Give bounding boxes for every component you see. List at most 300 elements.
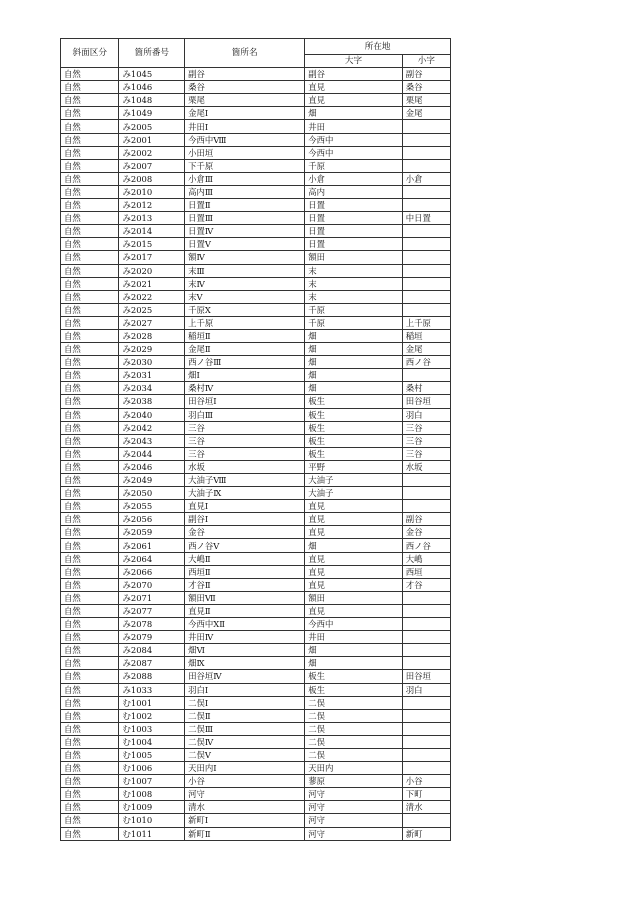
cell-slope-type: 自然 [61,565,119,578]
cell-oaza: 直見 [305,552,402,565]
cell-koaza: 金尾 [402,343,450,356]
cell-site-name: 直見Ⅱ [185,604,305,617]
cell-koaza: 新町 [402,827,450,840]
cell-site-name: 上千原 [185,316,305,329]
cell-site-no: み2050 [119,487,185,500]
cell-slope-type: 自然 [61,748,119,761]
cell-site-name: 稲垣Ⅱ [185,329,305,342]
cell-slope-type: 自然 [61,657,119,670]
table-row [61,801,451,814]
cell-site-name: 下千原 [185,159,305,172]
cell-slope-type: 自然 [61,146,119,159]
cell-site-name: 日置Ⅱ [185,199,305,212]
cell-site-no: み1045 [119,68,185,81]
cell-oaza: 畑 [305,539,402,552]
cell-koaza: 三谷 [402,447,450,460]
cell-koaza [402,696,450,709]
cell-oaza: 二俣 [305,722,402,735]
cell-site-name: 二俣Ⅱ [185,709,305,722]
cell-koaza: 桑村 [402,382,450,395]
cell-slope-type: 自然 [61,696,119,709]
cell-site-no: み2031 [119,369,185,382]
table-row [61,696,451,709]
cell-koaza [402,814,450,827]
cell-site-name: 金尾Ⅱ [185,343,305,356]
cell-site-no: み2001 [119,133,185,146]
table-row [61,212,451,225]
table-row [61,657,451,670]
cell-oaza: 畑 [305,343,402,356]
cell-site-name: 三谷 [185,434,305,447]
cell-site-no: む1003 [119,722,185,735]
cell-site-name: 二俣Ⅰ [185,696,305,709]
cell-slope-type: 自然 [61,277,119,290]
table-row [61,277,451,290]
cell-slope-type: 自然 [61,159,119,172]
slope-site-table [60,38,451,841]
table-row [61,500,451,513]
cell-oaza: 板生 [305,670,402,683]
cell-site-no: み2005 [119,120,185,133]
cell-site-no: み2071 [119,591,185,604]
cell-site-no: む1010 [119,814,185,827]
cell-site-name: 田谷垣Ⅳ [185,670,305,683]
cell-oaza: 副谷 [305,68,402,81]
cell-slope-type: 自然 [61,513,119,526]
cell-site-name: 小谷 [185,775,305,788]
cell-oaza: 河守 [305,814,402,827]
cell-slope-type: 自然 [61,408,119,421]
cell-site-no: む1008 [119,788,185,801]
cell-oaza: 額田 [305,591,402,604]
cell-slope-type: 自然 [61,474,119,487]
cell-koaza: 副谷 [402,68,450,81]
cell-slope-type: 自然 [61,434,119,447]
cell-site-no: み2066 [119,565,185,578]
cell-oaza: 板生 [305,434,402,447]
cell-koaza [402,657,450,670]
cell-oaza: 直見 [305,604,402,617]
cell-oaza: 畑 [305,369,402,382]
table-row [61,735,451,748]
table-row [61,526,451,539]
cell-site-no: み1033 [119,683,185,696]
cell-site-name: 清水 [185,801,305,814]
cell-site-no: み2078 [119,618,185,631]
cell-koaza: 西垣 [402,565,450,578]
cell-slope-type: 自然 [61,735,119,748]
table-row [61,631,451,644]
table-row [61,748,451,761]
cell-oaza: 高内 [305,185,402,198]
table-row [61,264,451,277]
table-row [61,644,451,657]
table-row [61,369,451,382]
cell-slope-type: 自然 [61,644,119,657]
cell-slope-type: 自然 [61,618,119,631]
cell-slope-type: 自然 [61,303,119,316]
cell-oaza: 畑 [305,382,402,395]
table-row [61,107,451,120]
cell-koaza: 清水 [402,801,450,814]
table-row [61,460,451,473]
cell-slope-type: 自然 [61,120,119,133]
cell-slope-type: 自然 [61,316,119,329]
cell-site-name: 桑村Ⅳ [185,382,305,395]
cell-koaza [402,199,450,212]
cell-slope-type: 自然 [61,788,119,801]
cell-oaza: 直見 [305,94,402,107]
cell-koaza [402,762,450,775]
cell-koaza: 副谷 [402,513,450,526]
cell-oaza: 今西中 [305,618,402,631]
cell-oaza: 直見 [305,578,402,591]
cell-slope-type: 自然 [61,343,119,356]
cell-site-no: む1006 [119,762,185,775]
cell-site-no: み2021 [119,277,185,290]
cell-oaza: 井田 [305,120,402,133]
cell-koaza [402,500,450,513]
cell-site-no: み2012 [119,199,185,212]
header-oaza: 大字 [305,55,402,68]
cell-site-name: 新町Ⅰ [185,814,305,827]
cell-site-no: み2022 [119,290,185,303]
cell-oaza: 畑 [305,107,402,120]
cell-site-no: み2017 [119,251,185,264]
table-row [61,591,451,604]
cell-site-name: 金谷 [185,526,305,539]
cell-koaza: 田谷垣 [402,670,450,683]
table-row [61,94,451,107]
cell-site-name: 小田垣 [185,146,305,159]
cell-oaza: 二俣 [305,709,402,722]
cell-site-name: 二俣Ⅳ [185,735,305,748]
cell-site-no: み2014 [119,225,185,238]
cell-slope-type: 自然 [61,251,119,264]
cell-site-no: む1001 [119,696,185,709]
table-row [61,552,451,565]
cell-slope-type: 自然 [61,329,119,342]
cell-site-no: み2013 [119,212,185,225]
cell-site-name: 二俣Ⅴ [185,748,305,761]
cell-site-no: み1049 [119,107,185,120]
cell-koaza [402,735,450,748]
table-row [61,395,451,408]
cell-koaza [402,146,450,159]
cell-site-name: 日置Ⅲ [185,212,305,225]
cell-slope-type: 自然 [61,94,119,107]
table-row [61,251,451,264]
cell-slope-type: 自然 [61,578,119,591]
cell-site-no: み2020 [119,264,185,277]
header-site-name: 箇所名 [185,39,305,68]
cell-slope-type: 自然 [61,81,119,94]
cell-koaza: 西ノ谷 [402,356,450,369]
cell-slope-type: 自然 [61,539,119,552]
cell-oaza: 二俣 [305,735,402,748]
cell-slope-type: 自然 [61,356,119,369]
cell-koaza [402,290,450,303]
cell-site-no: み2088 [119,670,185,683]
cell-slope-type: 自然 [61,382,119,395]
cell-site-name: 末Ⅴ [185,290,305,303]
cell-koaza: 水坂 [402,460,450,473]
cell-oaza: 千原 [305,159,402,172]
cell-oaza: 河守 [305,788,402,801]
table-row [61,474,451,487]
cell-site-name: 井田Ⅳ [185,631,305,644]
cell-oaza: 二俣 [305,696,402,709]
cell-site-name: 三谷 [185,447,305,460]
cell-slope-type: 自然 [61,133,119,146]
cell-koaza [402,591,450,604]
cell-oaza: 今西中 [305,146,402,159]
cell-site-name: 羽白Ⅲ [185,408,305,421]
cell-koaza: 金尾 [402,107,450,120]
cell-oaza: 末 [305,290,402,303]
cell-oaza: 板生 [305,683,402,696]
cell-site-name: 栗尾 [185,94,305,107]
cell-oaza: 今西中 [305,133,402,146]
cell-slope-type: 自然 [61,683,119,696]
table-row [61,133,451,146]
cell-oaza: 大油子 [305,487,402,500]
cell-slope-type: 自然 [61,487,119,500]
cell-koaza [402,159,450,172]
cell-site-no: み2008 [119,172,185,185]
cell-koaza [402,238,450,251]
table-header [61,39,451,68]
cell-slope-type: 自然 [61,68,119,81]
cell-site-no: む1011 [119,827,185,840]
cell-site-no: み2038 [119,395,185,408]
cell-site-no: む1007 [119,775,185,788]
cell-oaza: 千原 [305,316,402,329]
cell-koaza [402,303,450,316]
table-row [61,329,451,342]
cell-oaza: 千原 [305,303,402,316]
cell-slope-type: 自然 [61,604,119,617]
cell-slope-type: 自然 [61,500,119,513]
table-row [61,513,451,526]
table-row [61,316,451,329]
cell-site-no: み2010 [119,185,185,198]
cell-site-name: 西垣Ⅱ [185,565,305,578]
table-row [61,604,451,617]
cell-slope-type: 自然 [61,225,119,238]
cell-site-name: 羽白Ⅰ [185,683,305,696]
cell-koaza: 栗尾 [402,94,450,107]
table-row [61,159,451,172]
cell-slope-type: 自然 [61,814,119,827]
cell-site-name: 日置Ⅳ [185,225,305,238]
cell-slope-type: 自然 [61,775,119,788]
cell-site-name: 三谷 [185,421,305,434]
cell-oaza: 日置 [305,199,402,212]
cell-koaza [402,251,450,264]
cell-koaza [402,748,450,761]
table-row [61,683,451,696]
table-row [61,421,451,434]
cell-site-name: 今西中Ⅷ [185,133,305,146]
table-row [61,709,451,722]
cell-koaza: 三谷 [402,434,450,447]
table-row [61,722,451,735]
cell-site-name: 大油子Ⅸ [185,487,305,500]
cell-koaza: 大嶋 [402,552,450,565]
cell-site-name: 千原Ⅹ [185,303,305,316]
table-row [61,120,451,133]
cell-koaza: 小谷 [402,775,450,788]
table-row [61,343,451,356]
table-row [61,81,451,94]
cell-koaza: 小倉 [402,172,450,185]
cell-koaza [402,369,450,382]
cell-koaza [402,604,450,617]
table-row [61,146,451,159]
cell-oaza: 日置 [305,238,402,251]
table-row [61,814,451,827]
cell-site-name: 末Ⅲ [185,264,305,277]
cell-site-no: み2049 [119,474,185,487]
cell-oaza: 日置 [305,225,402,238]
cell-koaza: 田谷垣 [402,395,450,408]
cell-koaza [402,474,450,487]
cell-site-no: み2043 [119,434,185,447]
cell-site-no: み2084 [119,644,185,657]
cell-slope-type: 自然 [61,264,119,277]
cell-site-name: 井田Ⅰ [185,120,305,133]
cell-oaza: 板生 [305,421,402,434]
cell-site-name: 直見Ⅰ [185,500,305,513]
cell-site-name: 副谷 [185,68,305,81]
cell-site-no: み2029 [119,343,185,356]
cell-slope-type: 自然 [61,238,119,251]
cell-slope-type: 自然 [61,526,119,539]
cell-site-no: み2070 [119,578,185,591]
cell-site-name: 小倉Ⅲ [185,172,305,185]
cell-oaza: 蓼原 [305,775,402,788]
cell-site-name: 才谷Ⅱ [185,578,305,591]
header-site-no: 箇所番号 [119,39,185,68]
table-row [61,775,451,788]
cell-site-no: み2044 [119,447,185,460]
cell-slope-type: 自然 [61,185,119,198]
cell-slope-type: 自然 [61,801,119,814]
cell-site-no: み1046 [119,81,185,94]
cell-oaza: 河守 [305,827,402,840]
cell-oaza: 末 [305,264,402,277]
cell-koaza: 桑谷 [402,81,450,94]
table-row [61,565,451,578]
cell-slope-type: 自然 [61,670,119,683]
cell-slope-type: 自然 [61,369,119,382]
cell-site-no: む1009 [119,801,185,814]
cell-site-no: み2079 [119,631,185,644]
cell-oaza: 直見 [305,500,402,513]
cell-oaza: 河守 [305,801,402,814]
table-row [61,670,451,683]
cell-oaza: 天田内 [305,762,402,775]
cell-site-no: み2015 [119,238,185,251]
cell-site-name: 額田Ⅶ [185,591,305,604]
table-row [61,578,451,591]
header-slope-type: 斜面区分 [61,39,119,68]
cell-site-name: 新町Ⅱ [185,827,305,840]
cell-site-no: み2027 [119,316,185,329]
cell-koaza: 金谷 [402,526,450,539]
cell-site-no: み2042 [119,421,185,434]
cell-oaza: 井田 [305,631,402,644]
cell-site-no: み2002 [119,146,185,159]
cell-slope-type: 自然 [61,631,119,644]
table-row [61,225,451,238]
cell-site-name: 大油子Ⅷ [185,474,305,487]
cell-koaza: 中日置 [402,212,450,225]
cell-oaza: 板生 [305,395,402,408]
cell-slope-type: 自然 [61,199,119,212]
cell-koaza [402,277,450,290]
cell-site-name: 河守 [185,788,305,801]
cell-slope-type: 自然 [61,172,119,185]
cell-slope-type: 自然 [61,591,119,604]
cell-oaza: 平野 [305,460,402,473]
cell-site-no: み2056 [119,513,185,526]
cell-koaza: 下町 [402,788,450,801]
table-row [61,303,451,316]
cell-site-name: 二俣Ⅲ [185,722,305,735]
table-row [61,356,451,369]
cell-site-name: 田谷垣Ⅰ [185,395,305,408]
cell-oaza: 板生 [305,408,402,421]
cell-site-no: み2046 [119,460,185,473]
table-row [61,199,451,212]
cell-site-no: む1002 [119,709,185,722]
cell-koaza [402,225,450,238]
table-row [61,238,451,251]
cell-site-name: 畑Ⅵ [185,644,305,657]
cell-koaza [402,644,450,657]
cell-site-no: み2059 [119,526,185,539]
table-row [61,382,451,395]
table-row [61,827,451,840]
cell-site-name: 大嶋Ⅱ [185,552,305,565]
cell-oaza: 直見 [305,81,402,94]
table-row [61,447,451,460]
cell-slope-type: 自然 [61,447,119,460]
cell-site-no: む1004 [119,735,185,748]
header-koaza: 小字 [402,55,450,68]
cell-koaza: 三谷 [402,421,450,434]
cell-site-no: む1005 [119,748,185,761]
cell-site-no: み2028 [119,329,185,342]
cell-site-name: 畑Ⅸ [185,657,305,670]
cell-koaza: 羽白 [402,683,450,696]
cell-oaza: 畑 [305,644,402,657]
cell-site-no: み2040 [119,408,185,421]
cell-site-no: み2025 [119,303,185,316]
cell-slope-type: 自然 [61,107,119,120]
cell-koaza: 西ノ谷 [402,539,450,552]
table-row [61,788,451,801]
cell-slope-type: 自然 [61,421,119,434]
cell-site-no: み2077 [119,604,185,617]
cell-slope-type: 自然 [61,290,119,303]
cell-site-name: 天田内Ⅰ [185,762,305,775]
table-row [61,762,451,775]
cell-koaza: 羽白 [402,408,450,421]
cell-site-name: 額Ⅳ [185,251,305,264]
